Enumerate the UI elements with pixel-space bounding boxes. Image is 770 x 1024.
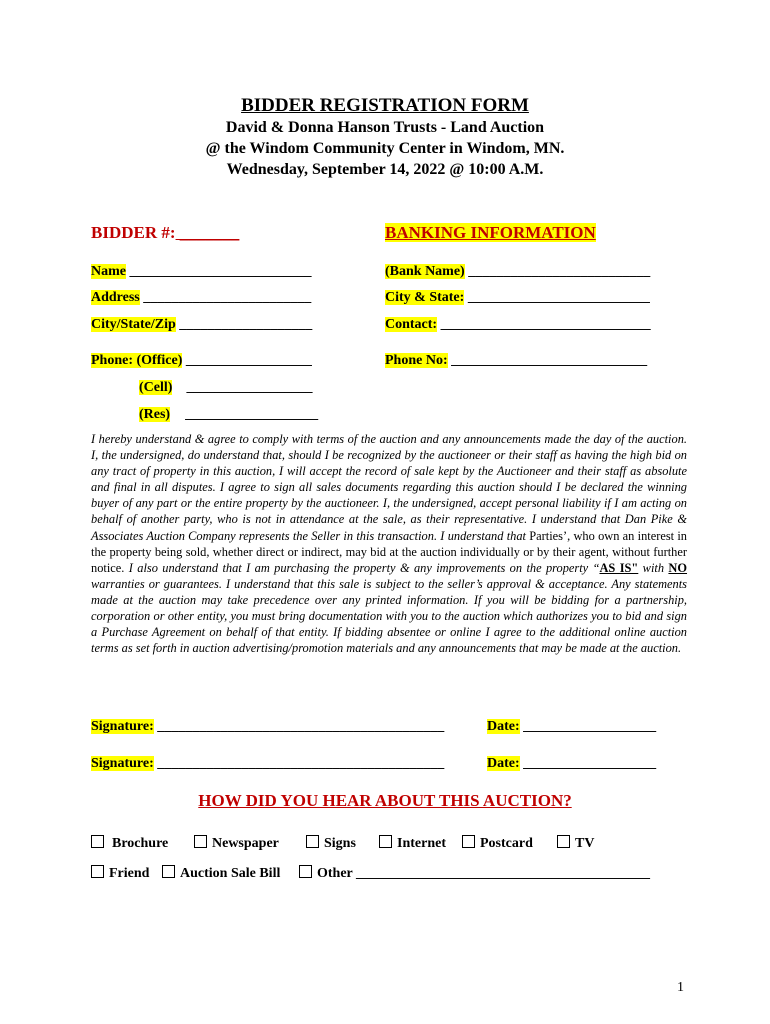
checkbox-signs[interactable]: Signs <box>306 835 356 852</box>
bidder-office-phone-label: Phone: (Office) <box>91 353 183 368</box>
signature-label: Signature: <box>91 756 154 771</box>
checkbox-auction-sale-bill[interactable]: Auction Sale Bill <box>162 865 280 882</box>
form-title: BIDDER REGISTRATION FORM <box>241 95 529 116</box>
survey-heading: HOW DID YOU HEAR ABOUT THIS AUCTION? <box>198 791 572 810</box>
date-label: Date: <box>487 756 520 771</box>
bank-phone-label: Phone No: <box>385 353 448 368</box>
auction-date: Wednesday, September 14, 2022 @ 10:00 A.M. <box>226 161 544 178</box>
signature-label: Signature: <box>91 719 154 734</box>
signature-field-2[interactable]: Signature: _________________________________________ <box>91 756 445 771</box>
checkbox-square <box>91 865 104 878</box>
auction-name: David & Donna Hanson Trusts - Land Auction <box>225 119 545 136</box>
bidder-city-state-zip-field[interactable]: City/State/Zip ___________________ <box>91 317 313 332</box>
checkbox-friend[interactable]: Friend <box>91 865 149 882</box>
checkbox-square <box>462 835 475 848</box>
signature-field-1[interactable]: Signature: _________________________________________ <box>91 719 445 734</box>
bidder-cell-label: (Cell) <box>139 380 173 395</box>
bidder-res-phone-field[interactable]: (Res) ___________________ <box>139 407 319 422</box>
checkbox-square <box>557 835 570 848</box>
checkbox-newspaper[interactable]: Newspaper <box>194 835 279 852</box>
page-number: 1 <box>677 980 684 995</box>
bank-name-label: (Bank Name) <box>385 264 465 279</box>
bidder-office-phone-field[interactable]: Phone: (Office) __________________ <box>91 353 312 368</box>
bidder-res-label: (Res) <box>139 407 171 422</box>
banking-heading: BANKING INFORMATION <box>385 223 596 242</box>
bank-name-field[interactable]: (Bank Name) __________________________ <box>385 264 651 279</box>
bidder-number-heading: BIDDER #: _______ <box>91 223 240 242</box>
other-blank: __________________________________________ <box>352 866 651 881</box>
bank-city-state-field[interactable]: City & State: __________________________ <box>385 290 650 305</box>
bank-contact-field[interactable]: Contact: ______________________________ <box>385 317 651 332</box>
auction-location: @ the Windom Community Center in Windom, MN. <box>205 140 565 157</box>
no-warranty-text: NO <box>668 560 688 575</box>
bidder-city-state-zip-label: City/State/Zip <box>91 317 176 332</box>
date-label: Date: <box>487 719 520 734</box>
checkbox-other[interactable]: Other __________________________________________ <box>299 865 650 882</box>
checkbox-square <box>162 865 175 878</box>
checkbox-square <box>306 835 319 848</box>
bidder-cell-phone-field[interactable]: (Cell) __________________ <box>139 380 313 395</box>
checkbox-square <box>194 835 207 848</box>
as-is-text: AS IS" <box>599 560 639 575</box>
bank-contact-label: Contact: <box>385 317 438 332</box>
checkbox-square <box>299 865 312 878</box>
bank-city-state-label: City & State: <box>385 290 465 305</box>
checkbox-tv[interactable]: TV <box>557 835 594 852</box>
bidder-address-label: Address <box>91 290 140 305</box>
bank-phone-field[interactable]: Phone No: ____________________________ <box>385 353 648 368</box>
checkbox-internet[interactable]: Internet <box>379 835 446 852</box>
bidder-name-field[interactable]: Name __________________________ <box>91 264 312 279</box>
terms-paragraph: I hereby understand & agree to comply with terms of the auction and any announcements made the day of the auction. I, the undersigned, do understand that, should I be recognized by the auctioneer or their staff as having the high bid on any tract of property in this auction, I will accept the record of sale kept by the Auctioneer and their staff as absolute and final in all disputes. I agree to sign all sales documents regarding this auction should I be declared the winning buyer of any part or the entire property by the auctioneer. I, the undersigned, accept personal liability if I am acting on behalf of another party, who is not in attendance at the sale, as their representative. I understand that Dan Pike & Associates Auction Company represents the Seller in this transaction. I understand that Parties’, who own an interest in the property being sold, whether direct or indirect, may bid at the auction individually or by their agent, without further notice. I also understand that I am purchasing the property & any improvements on the property “AS IS" with NO warranties or guarantees. I understand that this sale is subject to the seller’s approval & acceptance. Any statements made at the auction may take precedence over any printed information. If you will be bidding for a partnership, corporation or other entity, you must bring documentation with you to the auction which authorizes you to bid and sign a Purchase Agreement on behalf of that entity. If bidding absentee or online I agree to the additional online auction terms as set forth in auction advertising/promotion materials and any announcements that may be made at the auction. <box>91 432 688 656</box>
checkbox-square <box>91 835 104 848</box>
date-field-1[interactable]: Date: ___________________ <box>487 719 657 734</box>
checkbox-square <box>379 835 392 848</box>
bidder-address-field[interactable]: Address ________________________ <box>91 290 312 305</box>
bidder-name-label: Name <box>91 264 126 279</box>
checkbox-postcard[interactable]: Postcard <box>462 835 533 852</box>
date-field-2[interactable]: Date: ___________________ <box>487 756 657 771</box>
checkbox-brochure[interactable]: Brochure <box>91 835 168 852</box>
